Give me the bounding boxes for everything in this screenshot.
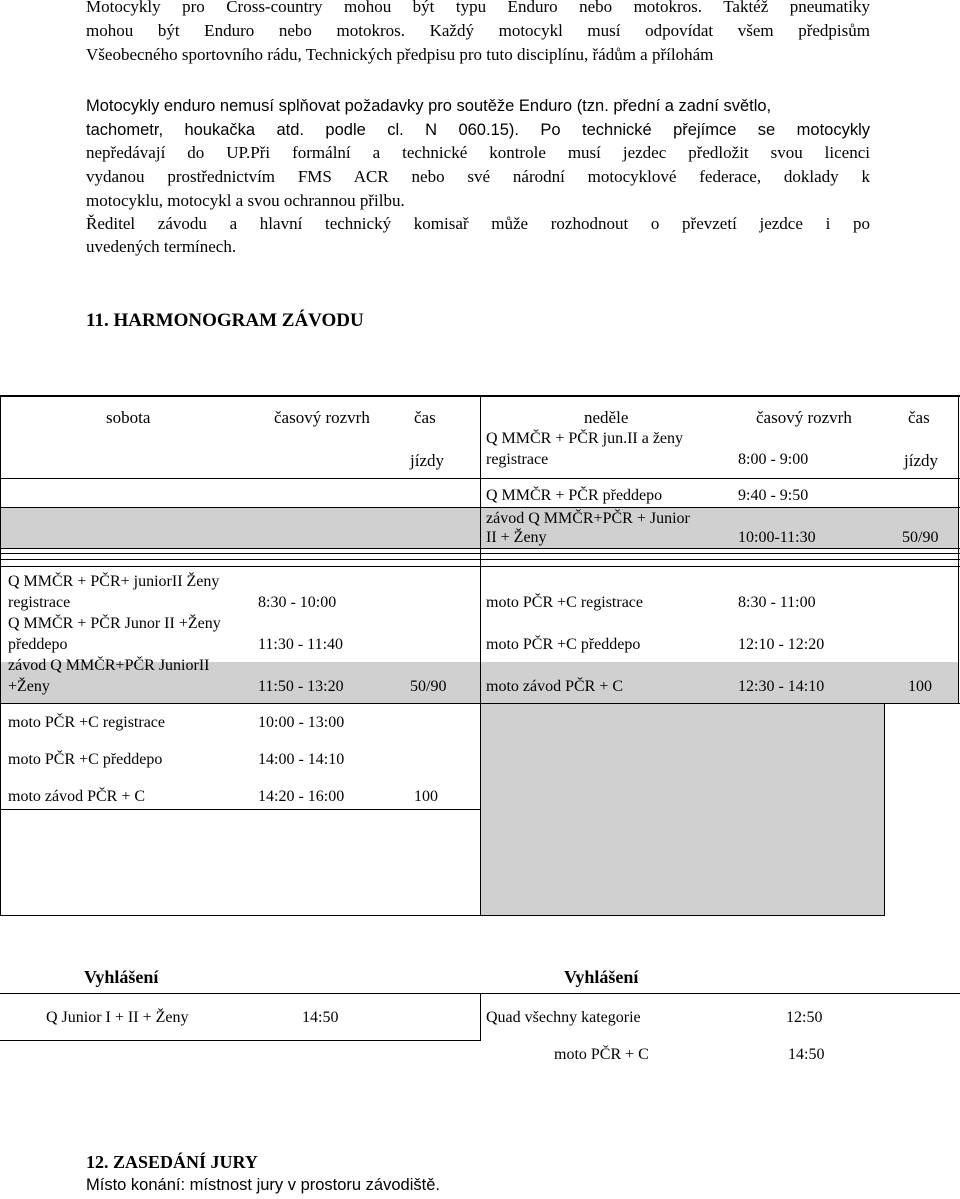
jury-location-text: Místo konání: místnost jury v prostoru závodiště. — [86, 1176, 440, 1194]
saturday-event-time: 14:00 - 14:10 — [258, 751, 345, 768]
shaded-empty-block — [480, 703, 884, 915]
column-header-rides: jízdy — [904, 451, 938, 470]
sunday-event-label: registrace — [486, 451, 549, 468]
sunday-event-time: 8:30 - 11:00 — [738, 594, 816, 611]
text-line: motocyklu, motocykl a svou ochrannou přilbu. — [86, 191, 405, 210]
sunday-event-count: 100 — [908, 678, 932, 695]
awards-item-time: 12:50 — [786, 1009, 823, 1026]
sunday-event-label: moto závod PČR + C — [486, 678, 624, 695]
saturday-event-time: 11:50 - 13:20 — [258, 678, 344, 695]
saturday-event-time: 8:30 - 10:00 — [258, 594, 337, 611]
saturday-event-count: 50/90 — [410, 678, 447, 695]
awards-item-label: Quad všechny kategorie — [486, 1009, 641, 1026]
section-heading: 12. ZASEDÁNÍ JURY — [86, 1152, 258, 1172]
sunday-event-time: 12:10 - 12:20 — [738, 636, 825, 653]
saturday-event-time: 14:20 - 16:00 — [258, 788, 345, 805]
text-line: mohou být Enduro nebo motokros. Každý motocykl musí odpovídat všem předpisům — [86, 21, 870, 40]
sunday-event-time: 9:40 - 9:50 — [738, 487, 809, 504]
column-header-schedule: časový rozvrh — [274, 408, 370, 427]
saturday-event-time: 10:00 - 13:00 — [258, 714, 345, 731]
column-header-time: čas — [414, 408, 436, 427]
awards-item-label: Q Junior I + II + Ženy — [46, 1009, 189, 1026]
sunday-event-time: 12:30 - 14:10 — [738, 678, 825, 695]
text-line: tachometr, houkačka atd. podle cl. N 060.15). Po technické přejímce se motocykly — [86, 121, 870, 139]
text-line: vydanou prostřednictvím FMS ACR nebo své národní motocyklové federace, doklady k — [86, 167, 870, 186]
saturday-event-label: moto závod PČR + C — [8, 788, 146, 805]
saturday-event-label: +Ženy — [8, 678, 50, 695]
section-heading: 11. HARMONOGRAM ZÁVODU — [86, 310, 364, 331]
column-header-time: čas — [908, 408, 930, 427]
awards-item-time: 14:50 — [302, 1009, 339, 1026]
text-line: Motocykly pro Cross-country mohou být typu Enduro nebo motokros. Taktéž pneumatiky — [86, 0, 870, 16]
saturday-event-label: Q MMČR + PČR Junor II +Ženy — [8, 615, 221, 632]
awards-item-time: 14:50 — [788, 1046, 825, 1063]
saturday-event-label: předdepo — [8, 636, 68, 653]
saturday-event-label: moto PČR +C předdepo — [8, 751, 163, 768]
saturday-event-label: moto PČR +C registrace — [8, 714, 166, 731]
saturday-event-time: 11:30 - 11:40 — [258, 636, 344, 653]
column-header-saturday: sobota — [106, 408, 151, 427]
saturday-event-count: 100 — [414, 788, 438, 805]
awards-heading: Vyhlášení — [84, 967, 159, 987]
column-header-rides: jízdy — [410, 451, 444, 470]
sunday-event-label: moto PČR +C předdepo — [486, 636, 641, 653]
sunday-event-label: II + Ženy — [486, 529, 547, 546]
saturday-event-label: závod Q MMČR+PČR JuniorII — [8, 657, 210, 674]
sunday-event-time: 8:00 - 9:00 — [738, 451, 809, 468]
text-line: Motocykly enduro nemusí splňovat požadavky pro soutěže Enduro (tzn. přední a zadní světlo, — [86, 97, 772, 115]
awards-heading: Vyhlášení — [564, 967, 639, 987]
column-header-schedule: časový rozvrh — [756, 408, 852, 427]
text-line: uvedených termínech. — [86, 237, 237, 256]
saturday-event-label: registrace — [8, 594, 71, 611]
sunday-event-label: moto PČR +C registrace — [486, 594, 644, 611]
text-line: Ředitel závodu a hlavní technický komisař může rozhodnout o převzetí jezdce i po — [86, 214, 870, 233]
shaded-row-left — [0, 508, 480, 548]
sunday-event-label: závod Q MMČR+PČR + Junior — [486, 510, 690, 527]
sunday-event-count: 50/90 — [902, 529, 939, 546]
column-header-sunday: neděle — [584, 408, 629, 427]
text-line: Všeobecného sportovního rádu, Technických předpisu pro tuto disciplínu, řádům a přílohám — [86, 45, 714, 64]
sunday-event-time: 10:00-11:30 — [738, 529, 816, 546]
text-line: nepředávají do UP.Při formální a technické kontrole musí jezdec předložit svou licenci — [86, 143, 870, 162]
sunday-event-label: Q MMČR + PČR jun.II a ženy — [486, 430, 684, 447]
saturday-event-label: Q MMČR + PČR+ juniorII Ženy — [8, 573, 220, 590]
awards-item-label: moto PČR + C — [554, 1046, 649, 1063]
sunday-event-label: Q MMČR + PČR předdepo — [486, 487, 663, 504]
